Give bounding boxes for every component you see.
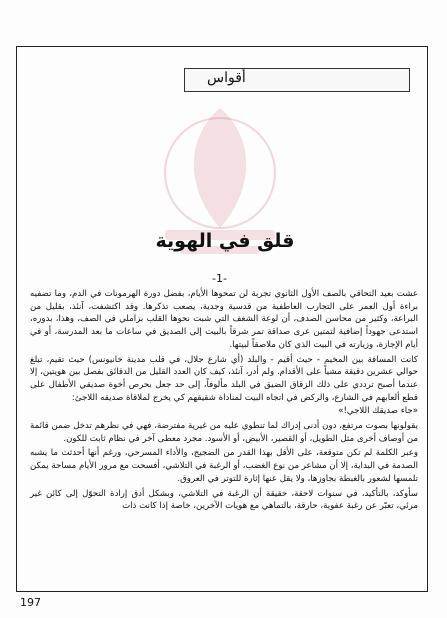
paragraph: وعبر الكلمة لم تكن متوقعة، على الأقل بهذا القدر من الضجيج، والأداء المسرحي، ورغم أنها أحدثت ما يشبه الصدمة في البداية، إلا أن مشاعر من نوع الغضب، أو الرغبة في التلاشي، أفسحت مع مرور الأيام مساحة يمكن تلمسها لشعور بالغبطة بجاوزها، ولا يقل عنها إثارة للتوتر في العروق. bbox=[30, 448, 418, 484]
paragraph: عشت بعيد التحاقي بالصف الأول الثانوي تجربة لن تمحوها الأيام، بفضل دورة الهرمونات في الدم، وما تضفيه براءة أول العمر على التجارب العاطفية من قدسية وجدية، يصعب تذكرها. وقد اكتشفت، آنئذ، بقليل من البراعة، وكثير من محاسن الصدف، أن لوعة الشغف التي شبت نحوها القلب بزاملي في الصف، وهذا، بدوره، استدعى جهوداً إضافية لتمتين عرى صداقة تمر شرقاً بالبيت إلى الصديق في ساعات ما بعد المدرسة، أو في أيام الإجازة، وزيارته في البيت الذي كان ملاصقاً لبيتها. bbox=[30, 289, 418, 350]
paragraph: سأوكد، بالتأكيد، في سنوات لاحقة، حقيقة أن الرغبة في التلاشي، وبشكل أدق إرادة التحوّل إلى كائن غير مرئي، تعبّر عن رغبة عفوية، حارقة، بالتماهي مع هويات الآخرين، خاصة إذا كانت ذات bbox=[30, 488, 418, 512]
article-body bbox=[30, 288, 418, 513]
paragraph: كانت المسافة بين المخيم - حيث أقيم - والبلد (أي شارع جلال، في قلب مدينة خانيونس) حيث تقيم، تبلغ حوالي عشرين دقيقة مشياً على الأقدام. ولم أدر، آنئذ، كيف كان العدد القليل من الدقائق بفصل بين هويتين، إلا عندما أصبح ترددي على ذلك الزقاق الضيق في البلد مألوفاً، إلى حد جعل بحرص أخوة صديقي الأطفال على قطع ألعابهم في الشارع، والركض في اتجاه البيت لمناداة شقيقهم كي يخرج لملاقاة صديقه اللاجئ: bbox=[30, 354, 418, 403]
quoted-line: «جاء صديقك اللاجي!» bbox=[338, 406, 418, 417]
section-number: -1- bbox=[212, 272, 227, 285]
section-label-box bbox=[184, 68, 410, 92]
section-label: أقواس bbox=[207, 70, 246, 86]
page-number: 197 bbox=[20, 596, 41, 609]
paragraph: يقولونها بصوت مرتفع، دون أدنى إدراك لما تنطوي عليه من غيرية مفترضة، فهي في نظرهم تدخل ضمن قائمة من أوصاف أخرى مثل الطويل، أو القصير، الأبيض، أو الأسود. مجرد معطى آخر في نظام ثابت للكون. bbox=[30, 421, 418, 444]
article-title: قلق في الهوية bbox=[155, 230, 295, 252]
